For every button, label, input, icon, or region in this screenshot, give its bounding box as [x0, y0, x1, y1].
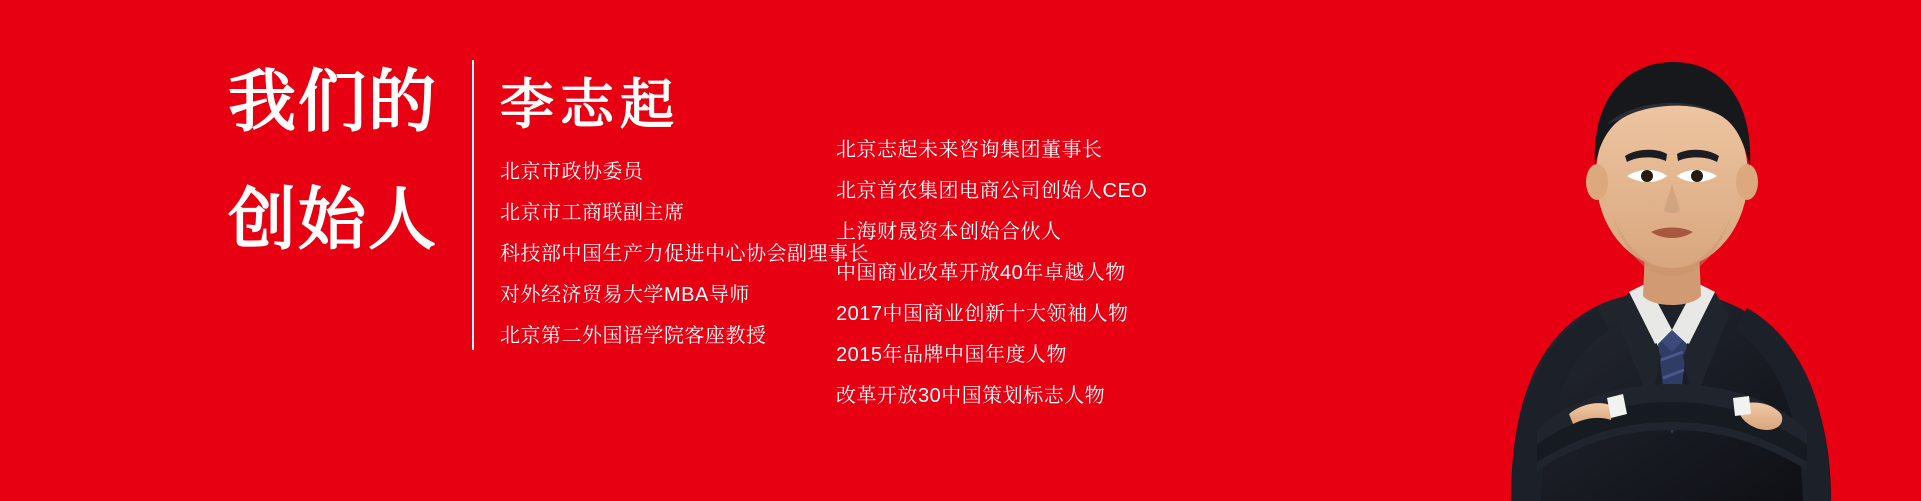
- list-item: 科技部中国生产力促进中心协会副理事长: [500, 243, 869, 265]
- list-item: 对外经济贸易大学MBA导师: [500, 284, 750, 306]
- list-item: 北京第二外国语学院客座教授: [500, 325, 767, 347]
- list-item: 改革开放30中国策划标志人物: [836, 385, 1106, 407]
- list-item: 北京志起未来咨询集团董事长: [836, 139, 1103, 161]
- page-title-line-2: 创始人: [228, 182, 439, 258]
- list-item: 上海财晟资本创始合伙人: [836, 221, 1062, 243]
- list-item: 北京首农集团电商公司创始人CEO: [836, 180, 1148, 202]
- credentials-right-column: [836, 130, 1147, 417]
- list-item: 北京市政协委员: [500, 161, 644, 183]
- list-item: 中国商业改革开放40年卓越人物: [836, 262, 1126, 284]
- credentials-left-column: [500, 152, 869, 357]
- page-title: [228, 52, 458, 270]
- page-title-line-1: 我们的: [228, 64, 439, 140]
- list-item: 北京市工商联副主席: [500, 202, 685, 224]
- list-item: 2017中国商业创新十大领袖人物: [836, 303, 1129, 325]
- list-item: 2015年品牌中国年度人物: [836, 344, 1067, 366]
- founder-name: 李志起: [500, 75, 680, 135]
- vertical-divider: [472, 60, 474, 350]
- founder-portrait: [1361, 0, 1921, 501]
